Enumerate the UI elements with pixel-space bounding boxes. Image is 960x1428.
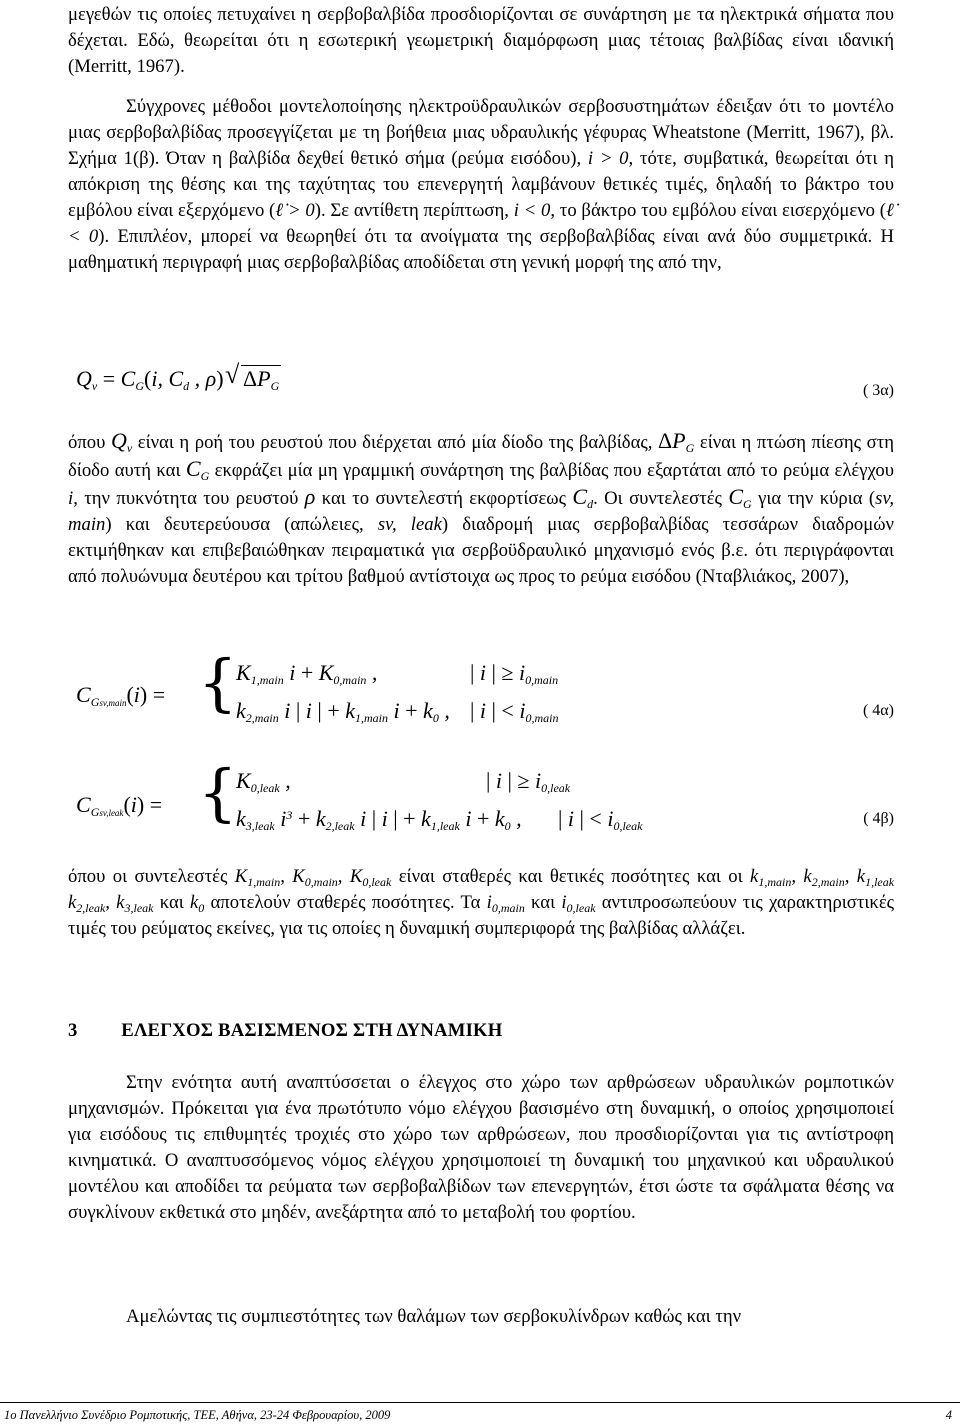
math-inline: $i_{0,main}$ bbox=[486, 892, 525, 915]
math-inline: $K_{1,main}$, $K_{0,main}$, $K_{0,leak}$ bbox=[234, 866, 392, 889]
text-segment: είναι η πτώση πίεσης στη δίοδο αυτή και bbox=[68, 432, 895, 481]
text-segment: , το βάκτρο του εμβόλου είναι εισερχόμενο ( bbox=[550, 200, 887, 221]
equation-3a bbox=[68, 358, 894, 418]
math-inline: $k_{1,main}$, $k_{2,main}$, $k_{1,leak}$ $k_{2,leak}$, $k_{3,leak}$ bbox=[68, 866, 895, 915]
equation-4b-case-2: $k_{3,leak}$ $i^3 + k_{2,leak}$ i | i | + $k_{1,leak}$ $i + k_0$ , bbox=[236, 806, 522, 833]
math-inline: $C_G$ bbox=[728, 484, 752, 511]
equation-4b-condition-2: | i | < $i_{0,leak}$ bbox=[558, 806, 643, 833]
brace: { bbox=[198, 756, 238, 829]
math-inline: i > 0 bbox=[587, 148, 629, 169]
equation-3a-body: $Q_v = C_G(i$, $C_d$ , ρ) √ $\Delta P_G$ bbox=[76, 366, 281, 392]
equation-4a-case-1: $K_{1,main}$ $i + K_{0,main}$ , bbox=[236, 660, 378, 687]
text-segment: , τότε, συμβατικά, θεωρείται ότι η απόκριση της θέσης και της ταχύτητας του επενεργητή λαμβάνουν θετικές τιμές, δηλαδή το βάκτρο του εμβόλου είναι εξερχόμενο ( bbox=[68, 148, 894, 221]
text-segment: ). Επιπλέον, μπορεί να θεωρηθεί ότι τα ανοίγματα της σερβοβαλβίδας είναι ανά δύο συμμετρικά. Η μαθηματική περιγραφή μιας σερβοβαλβίδας αποδίδεται στη γενική μορφή της από την, bbox=[68, 226, 894, 273]
math-inline: i < 0 bbox=[513, 200, 551, 221]
paragraph-intro-continued: μεγεθών τις οποίες πετυχαίνει η σερβοβαλβίδα προσδιορίζονται σε συνάρτηση με τα ηλεκτρικά σήματα που δέχεται. Εδώ, θεωρείται ότι η εσωτερική γεωμετρική διαμόρφωση μιας τέτοιας βαλβίδας είναι ιδανική (Merritt, 1967). bbox=[68, 4, 894, 77]
math-inline: ρ bbox=[304, 484, 316, 509]
text-segment: όπου οι συντελεστές bbox=[68, 866, 228, 887]
equation-4a-condition-2: | i | < $i_{0,main}$ bbox=[470, 698, 559, 725]
text-segment: ). Σε αντίθετη περίπτωση, bbox=[314, 200, 509, 221]
equation-4a-lhs: $C_{Gsv,main}(i)$ = bbox=[76, 682, 166, 709]
paragraph-continued: Αμελώντας τις συμπιεστότητες των θαλάμων των σερβοκυλίνδρων καθώς και την bbox=[126, 1306, 742, 1327]
equation-number: ( 4β) bbox=[863, 810, 894, 827]
text-segment: αντιπροσωπεύουν τις χαρακτηριστικές τιμές του ρεύματος εκείνες, για τις οποίες η δυναμική συμπεριφορά της βαλβίδας αλλάζει. bbox=[68, 892, 895, 939]
equation-4a-condition-1: | i | ≥ $i_{0,main}$ bbox=[470, 660, 559, 687]
equation-4b-condition-1: | i | ≥ $i_{0,leak}$ bbox=[486, 768, 571, 795]
text-segment: αποτελούν σταθερές ποσότητες. Τα bbox=[210, 892, 481, 913]
section-title: ΕΛΕΓΧΟΣ ΒΑΣΙΣΜΕΝΟΣ ΣΤΗ ΔΥΝΑΜΙΚΗ bbox=[121, 1020, 503, 1041]
paragraph-servovalve-model bbox=[68, 94, 894, 276]
text-segment: και bbox=[159, 892, 184, 913]
paragraph-coefficients bbox=[68, 864, 894, 942]
text-segment: . Οι συντελεστές bbox=[593, 488, 722, 509]
text-segment: , την πυκνότητα του ρευστού bbox=[73, 488, 299, 509]
equation-4b bbox=[68, 756, 894, 856]
equation-4b-case-1: $K_{0,leak}$ , bbox=[236, 768, 291, 795]
equation-4b-lhs: $C_{Gsv,leak}(i)$ = bbox=[76, 792, 163, 819]
brace: { bbox=[198, 646, 238, 719]
text-segment: είναι σταθερές και θετικές ποσότητες και οι bbox=[398, 866, 743, 887]
text-segment: εκφράζει μία μη γραμμική συνάρτηση της βαλβίδας που εξαρτάται από το ρεύμα ελέγχου bbox=[214, 460, 895, 481]
footer-divider bbox=[0, 1402, 960, 1403]
text-segment: Σύγχρονες μέθοδοι μοντελοποίησης ηλεκτροϋδραυλικών σερβοσυστημάτων έδειξαν ότι το μοντέλο μιας σερβοβαλβίδας προσεγγίζεται με τη βοήθεια μιας υδραυλικής γέφυρας Wheatstone (Merritt, 1967), βλ. Σχήμα 1(β). Όταν η βαλβίδα δεχθεί θετικό σήμα (ρεύμα εισόδου), bbox=[68, 96, 894, 169]
text-segment: και το συντελεστή εκφορτίσεως bbox=[321, 488, 566, 509]
text-emphasis: sv, leak bbox=[377, 514, 442, 535]
math-inline: ℓ̇ > 0 bbox=[275, 200, 315, 221]
math-inline: $k_0$ bbox=[190, 892, 205, 915]
section-number: 3 bbox=[68, 1020, 78, 1041]
math-inline: $i_{0,leak}$ bbox=[561, 892, 596, 915]
math-inline: $Q_v$ bbox=[110, 428, 133, 455]
text-segment: είναι η ροή του ρευστού που διέρχεται από μία δίοδο της βαλβίδας, bbox=[137, 432, 653, 453]
equation-4a-case-2: $k_{2,main}$ i | i | + $k_{1,main}$ $i + k_0$ , bbox=[236, 698, 450, 725]
paragraph-variables bbox=[68, 428, 894, 590]
section-heading bbox=[68, 1020, 894, 1042]
math-inline: $C_d$ bbox=[572, 484, 594, 511]
math-inline: $\Delta P_G$ bbox=[658, 428, 695, 455]
text-emphasis: sv, main bbox=[68, 488, 895, 535]
text-segment: ) και δευτερεύουσα (απώλειες, bbox=[105, 514, 364, 535]
math-inline: ℓ̇ < 0 bbox=[68, 200, 894, 247]
math-inline: $C_G$ bbox=[185, 456, 210, 483]
equation-4a bbox=[68, 646, 894, 746]
text-segment: ) διαδρομή μιας σερβοβαλβίδας τεσσάρων διαδρομών εκτιμήθηκαν και επιβεβαιώθηκαν πειραματικά για σερβοϋδραυλικό μηχανισμό ενός β.ε. ότι περιγράφονται από πολυώνυμα δευτέρου και τρίτου βαθμού αντίστοιχα ως προς το ρεύμα εισόδου (Νταβλιάκος, 2007), bbox=[68, 514, 895, 587]
equation-number: ( 4α) bbox=[862, 702, 894, 719]
text-segment: και bbox=[531, 892, 556, 913]
math-inline: i bbox=[68, 488, 74, 509]
equation-number: ( 3α) bbox=[862, 382, 894, 399]
footer-page-number: 4 bbox=[945, 1408, 952, 1422]
text-segment: για την κύρια ( bbox=[758, 488, 876, 509]
footer-conference: 1ο Πανελλήνιο Συνέδριο Ρομποτικής, ΤΕΕ, Αθήνα, 23-24 Φεβρουαρίου, 2009 bbox=[4, 1408, 391, 1422]
paragraph-section-intro: Στην ενότητα αυτή αναπτύσσεται ο έλεγχος στο χώρο των αρθρώσεων υδραυλικών ρομποτικών μηχανισμών. Πρόκειται για ένα πρωτότυπο νόμο ελέγχου βασισμένο στη δυναμική, ο οποίος χρησιμοποιεί για εισόδους τις επιθυμητές τροχιές στο χώρο των αρθρώσεων, που προσδιορίζονται για τις αντίστροφη κινηματικά. Ο αναπτυσσόμενος νόμος ελέγχου χρησιμοποιεί τη δυναμική του μηχανικού και υδραυλικού μοντέλου και αποδίδει τα ρεύματα των σερβοβαλβίδων των επενεργητών, έτσι ώστε τα σφάλματα θέσης να συγκλίνουν εκθετικά στο μηδέν, ανεξάρτητα από το μεταβολή του φορτίου. bbox=[68, 1072, 894, 1223]
text-segment: όπου bbox=[68, 432, 106, 453]
